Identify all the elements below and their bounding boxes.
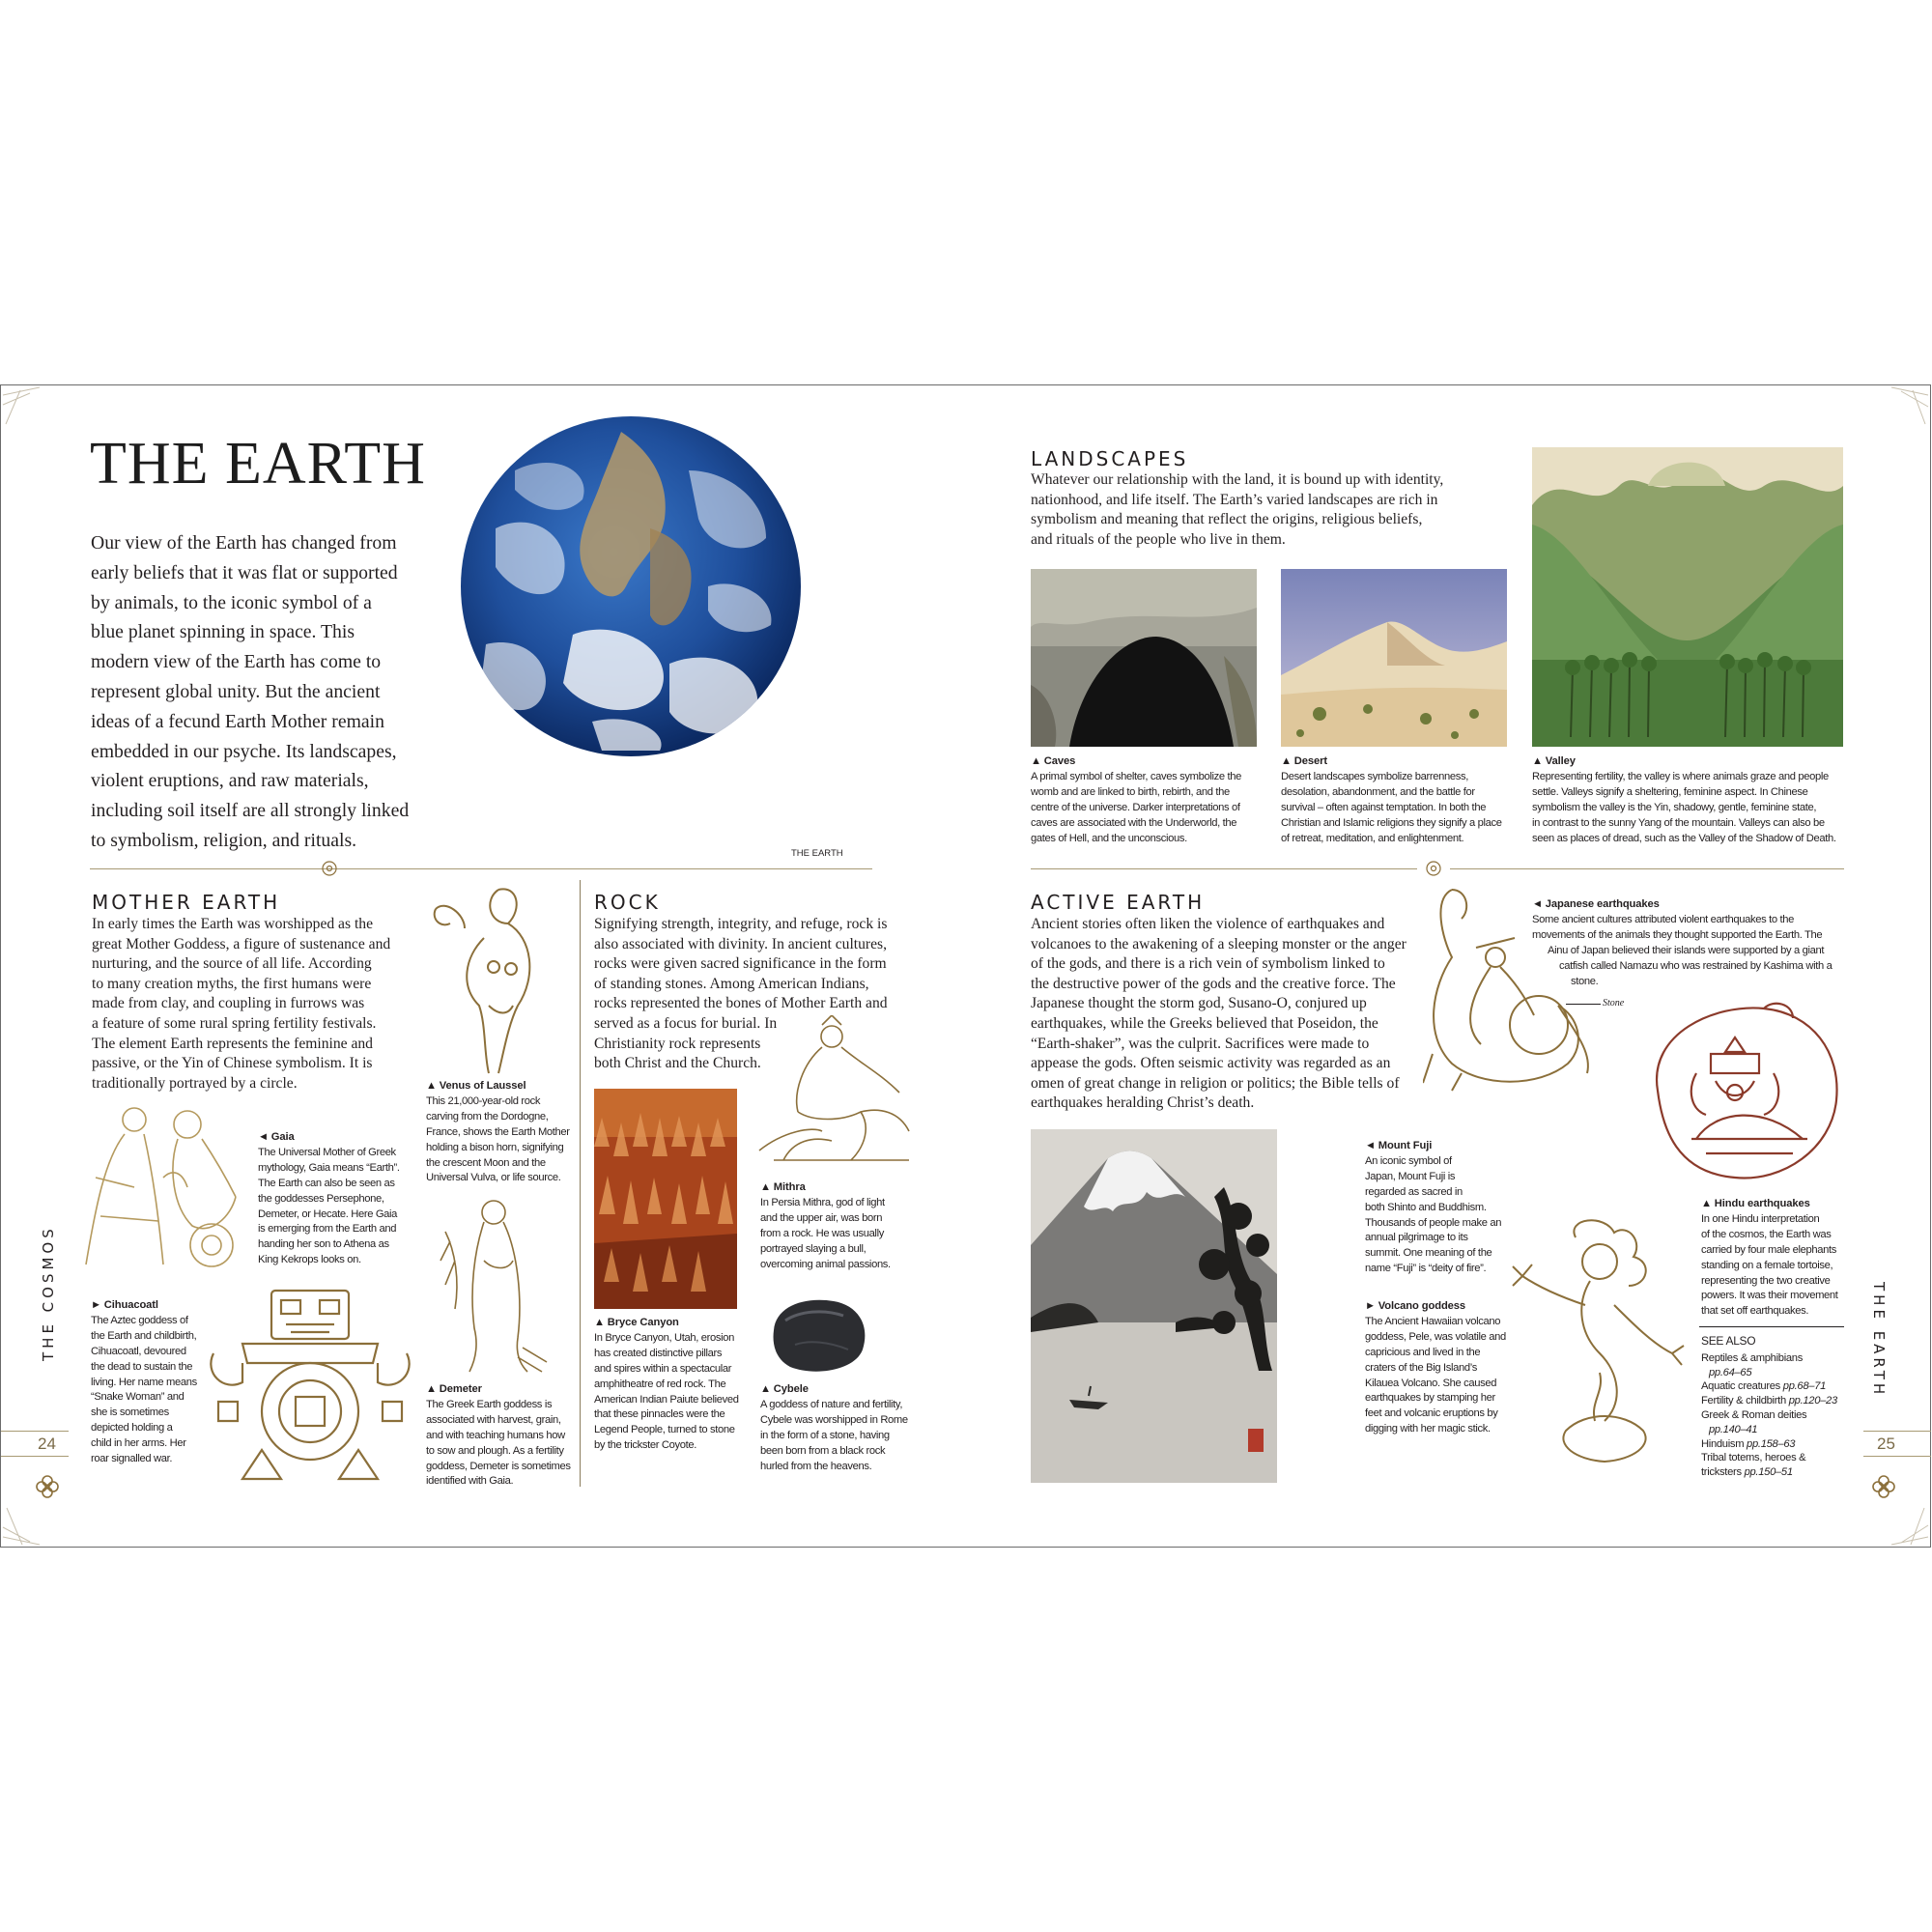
- desert-caption: [1281, 754, 1513, 846]
- caption-line: standing on a female tortoise,: [1701, 1259, 1833, 1271]
- caption-line: representing the two creative: [1701, 1274, 1831, 1287]
- earth-globe-photo: [457, 412, 805, 760]
- caption-line: regarded as sacred in: [1365, 1185, 1463, 1198]
- caption-line: catfish called Namazu who was restrained by Kashima with a: [1559, 959, 1833, 972]
- caption-arrow: ▲: [1532, 755, 1543, 767]
- caption-head: Hindu earthquakes: [1714, 1198, 1810, 1209]
- valley-painting: [1532, 447, 1843, 747]
- caption-arrow: ▲: [760, 1383, 771, 1395]
- caption-line: movements of the animals they thought supported the Earth. The: [1532, 928, 1823, 941]
- caption-arrow: ◄: [1365, 1140, 1376, 1151]
- caption-line: The Ancient Hawaiian volcano: [1365, 1315, 1501, 1327]
- caption-head: Mithra: [773, 1181, 806, 1193]
- caption-line: handing her son to Athena as: [258, 1238, 389, 1251]
- hindu-earthquakes-caption: [1701, 1197, 1846, 1320]
- tab-rule: [1, 1431, 69, 1432]
- caves-caption: [1031, 754, 1263, 846]
- caption-line: and spires within a spectacular: [594, 1362, 732, 1375]
- leader-line: [1566, 1004, 1601, 1005]
- caption-line: carried by four male elephants: [1701, 1243, 1836, 1256]
- caption-arrow: ▲: [426, 1080, 437, 1092]
- caption-head: Japanese earthquakes: [1545, 898, 1660, 910]
- gaia-drawing: [67, 1100, 250, 1274]
- text-line: the destructive power of the gods and the creative force. The: [1031, 975, 1396, 992]
- caption-line: This 21,000-year-old rock: [426, 1094, 541, 1107]
- text-line: Japanese thought the storm god, Susano-O, conjured up: [1031, 995, 1367, 1012]
- caption-line: hurled from the heavens.: [760, 1460, 872, 1472]
- demeter-drawing: [426, 1193, 552, 1377]
- text-line: of the gods, and there is a rich vein of symbolism linked to: [1031, 955, 1385, 973]
- text-line: volcanoes to the awakening of a sleeping monster or the anger: [1031, 935, 1406, 952]
- caption-line: The Aztec goddess of: [91, 1314, 188, 1326]
- text-line: of standing stones. Among American Indians,: [594, 975, 869, 992]
- caption-line: been born from a black rock: [760, 1444, 886, 1457]
- caption-line: gates of Hell, and the unconscious.: [1031, 832, 1187, 844]
- see-also-link[interactable]: Hinduism pp.158–63: [1701, 1437, 1796, 1450]
- text-line: traditionally portrayed by a circle.: [92, 1074, 298, 1092]
- see-also-box: [1701, 1334, 1846, 1480]
- text-line: earthquakes, while the Greeks believed that Poseidon, the: [1031, 1014, 1378, 1032]
- intro-line: modern view of the Earth has come to: [91, 651, 382, 673]
- caption-line: portrayed slaying a bull,: [760, 1242, 867, 1255]
- desert-photo: [1281, 569, 1507, 747]
- caption-head: Cihuacoatl: [103, 1299, 158, 1311]
- intro-line: violent eruptions, and raw materials,: [91, 770, 369, 792]
- caption-arrow: ▲: [426, 1383, 437, 1395]
- caption-line: digging with her magic stick.: [1365, 1423, 1491, 1435]
- demeter-caption: [426, 1382, 581, 1490]
- page-title: THE EARTH: [90, 431, 426, 497]
- caption-line: Legend People, turned to stone: [594, 1424, 735, 1436]
- caption-line: carving from the Dordogne,: [426, 1110, 549, 1122]
- caption-arrow: ▲: [1031, 755, 1041, 767]
- caption-line: the Earth and childbirth,: [91, 1329, 197, 1342]
- text-line: Whatever our relationship with the land, it is bound up with identity,: [1031, 471, 1444, 488]
- caption-line: overcoming animal passions.: [760, 1258, 891, 1270]
- cihuacoatl-caption: [91, 1298, 202, 1467]
- text-line: passive, or the Yin of Chinese symbolism. It is: [92, 1055, 373, 1072]
- caption-line: The Earth can also be seen as: [258, 1177, 395, 1189]
- caption-head: Volcano goddess: [1378, 1300, 1466, 1312]
- caption-arrow: ►: [91, 1299, 101, 1311]
- caption-line: In one Hindu interpretation: [1701, 1212, 1820, 1225]
- text-line: and rituals of the people who live in them.: [1031, 530, 1286, 548]
- caption-line: depicted holding a: [91, 1422, 173, 1435]
- text-line: nurturing, and the source of all life. According: [92, 955, 372, 973]
- caption-head: Valley: [1545, 755, 1576, 767]
- caption-line: of retreat, meditation, and enlightenment.: [1281, 832, 1464, 844]
- caption-head: Cybele: [773, 1383, 809, 1395]
- divider-line: [1031, 868, 1417, 869]
- page-number-left: 24: [38, 1435, 56, 1453]
- caption-line: capricious and lived in the: [1365, 1346, 1481, 1358]
- bryce-caption: [594, 1316, 749, 1454]
- caption-line: roar signalled war.: [91, 1453, 173, 1465]
- caption-line: The Greek Earth goddess is: [426, 1398, 553, 1410]
- landscapes-paragraph: [1031, 470, 1494, 550]
- text-line: great Mother Goddess, a figure of sustenance and: [92, 935, 391, 952]
- caption-line: by the trickster Coyote.: [594, 1439, 697, 1452]
- caption-line: feet and volcanic eruptions by: [1365, 1407, 1498, 1420]
- tab-rule: [1863, 1431, 1931, 1432]
- caption-line: A primal symbol of shelter, caves symbolize the: [1031, 770, 1241, 782]
- caption-line: has created distinctive pillars: [594, 1347, 723, 1359]
- text-line: symbolism and meaning that reflect the origins, religious beliefs,: [1031, 511, 1423, 528]
- caption-head: Mount Fuji: [1378, 1140, 1433, 1151]
- caption-line: to sow and plough. As a fertility: [426, 1444, 564, 1457]
- cave-photo: [1031, 569, 1257, 747]
- caption-line: holding a bison horn, signifying: [426, 1141, 564, 1153]
- cybele-stone-photo: [766, 1292, 872, 1378]
- caption-line: seen as places of dread, such as the Valley of the Shadow of Death.: [1532, 832, 1836, 844]
- caption-line: Ainu of Japan believed their islands were supported by a giant: [1548, 944, 1825, 956]
- venus-caption: [426, 1079, 571, 1186]
- text-line: “Earth-shaker”, was the culprit. Sacrifices were made to: [1031, 1035, 1370, 1052]
- text-line: rocks represented the bones of Mother Earth and: [594, 995, 888, 1012]
- mount-fuji-print: [1031, 1129, 1277, 1483]
- caption-line: Desert landscapes symbolize barrenness,: [1281, 770, 1469, 782]
- text-line: made from clay, and coupling in furrows was: [92, 995, 365, 1012]
- caption-line: is emerging from the Earth and: [258, 1223, 397, 1236]
- caption-line: womb and are linked to birth, rebirth, and the: [1031, 785, 1230, 798]
- caption-line: in the form of a stone, having: [760, 1429, 890, 1441]
- ornament-flower-icon: [321, 860, 338, 877]
- caption-line: Some ancient cultures attributed violent earthquakes to the: [1532, 913, 1795, 925]
- caption-line: goddess, Demeter is sometimes: [426, 1460, 571, 1472]
- caption-line: identified with Gaia.: [426, 1475, 514, 1488]
- mother-earth-heading: MOTHER EARTH: [92, 891, 281, 914]
- book-spread: [0, 384, 1931, 1548]
- intro-line: by animals, to the iconic symbol of a: [91, 591, 372, 613]
- see-also-link[interactable]: Aquatic creatures pp.68–71: [1701, 1380, 1827, 1393]
- caption-line: amphitheatre of red rock. The: [594, 1378, 726, 1390]
- side-tab-left: THE COSMOS: [40, 1225, 57, 1361]
- caption-line: child in her arms. Her: [91, 1437, 186, 1450]
- caption-line: the crescent Moon and the: [426, 1156, 546, 1169]
- mithra-caption: [760, 1180, 915, 1272]
- caption-arrow: ▲: [594, 1317, 605, 1328]
- landscapes-heading: LANDSCAPES: [1031, 447, 1189, 470]
- ornament-flower-icon: [1425, 860, 1442, 877]
- caption-head: Bryce Canyon: [607, 1317, 679, 1328]
- see-also-rule: [1699, 1326, 1844, 1327]
- stone-label: Stone: [1603, 998, 1625, 1009]
- caption-line: A goddess of nature and fertility,: [760, 1398, 903, 1410]
- text-line: also associated with divinity. In ancient cultures,: [594, 935, 887, 952]
- text-line: a feature of some rural spring fertility festivals.: [92, 1014, 377, 1032]
- caption-line: stone.: [1571, 975, 1599, 987]
- corner-texture-top-right: [1872, 385, 1930, 443]
- caption-line: Cybele was worshipped in Rome: [760, 1413, 908, 1426]
- caption-line: “Snake Woman” and: [91, 1391, 185, 1404]
- caption-head: Caves: [1043, 755, 1076, 767]
- text-line: appease the gods. Often seismic activity was regarded as an: [1031, 1055, 1391, 1072]
- see-also-heading: SEE ALSO: [1701, 1334, 1756, 1348]
- caption-line: Christian and Islamic religions they signify a place: [1281, 816, 1502, 829]
- see-also-link[interactable]: Fertility & childbirth pp.120–23: [1701, 1395, 1837, 1407]
- caption-line: Representing fertility, the valley is where animals graze and people: [1532, 770, 1829, 782]
- valley-caption: [1532, 754, 1851, 846]
- text-line: Signifying strength, integrity, and refuge, rock is: [594, 916, 888, 932]
- caption-arrow: ▲: [1701, 1198, 1712, 1209]
- caption-line: King Kekrops looks on.: [258, 1254, 361, 1266]
- cybele-caption: [760, 1382, 915, 1474]
- caption-line: that these pinnacles were the: [594, 1408, 725, 1421]
- text-line: In early times the Earth was worshipped as the: [92, 916, 373, 932]
- caption-line: Universal Vulva, or life source.: [426, 1172, 561, 1184]
- text-line: The element Earth represents the feminine and: [92, 1035, 373, 1052]
- caption-line: desolation, abandonment, and the battle for: [1281, 785, 1475, 798]
- caption-line: Demeter, or Hecate. Here Gaia: [258, 1208, 398, 1220]
- tab-rule: [1, 1456, 69, 1457]
- active-earth-paragraph: [1031, 915, 1436, 1114]
- divider-line: [1450, 868, 1844, 869]
- caption-line: settle. Valleys signify a sheltering, feminine aspect. In Chinese: [1532, 785, 1808, 798]
- caption-line: from a rock. He was usually: [760, 1227, 884, 1239]
- tortoise-elephants-drawing: [1638, 994, 1841, 1187]
- caption-line: earthquakes by stamping her: [1365, 1392, 1495, 1405]
- intro-line: including soil itself are all strongly linked: [91, 800, 410, 822]
- caption-line: that set off earthquakes.: [1701, 1305, 1809, 1318]
- text-line: rocks were given sacred significance in the form: [594, 955, 887, 973]
- text-line: Christianity rock represents: [594, 1035, 761, 1052]
- earth-caption: THE EARTH: [791, 848, 843, 859]
- caption-line: symbolism the valley is the Yin, shadowy, gentle, feminine state,: [1532, 801, 1817, 813]
- caption-line: Thousands of people make an: [1365, 1216, 1502, 1229]
- text-line: Ancient stories often liken the violence of earthquakes and: [1031, 916, 1385, 932]
- text-line: served as a focus for burial. In: [594, 1014, 778, 1032]
- caption-head: Desert: [1293, 755, 1327, 767]
- venus-figure-drawing: [426, 880, 552, 1083]
- see-also-link[interactable]: Greek & Roman deities: [1701, 1408, 1807, 1421]
- rock-heading: ROCK: [594, 891, 661, 914]
- caption-line: in contrast to the sunny Yang of the mountain. Valleys can also be: [1532, 816, 1825, 829]
- side-tab-right: THE EARTH: [1870, 1282, 1888, 1399]
- cihuacoatl-drawing: [204, 1286, 416, 1484]
- text-line: nationhood, and life itself. The Earth’s varied landscapes are rich in: [1031, 491, 1438, 508]
- caption-line: Cihuacoatl, devoured: [91, 1345, 186, 1357]
- caption-line: of the cosmos, the Earth was: [1701, 1228, 1832, 1240]
- caption-line: mythology, Gaia means “Earth”.: [258, 1161, 400, 1174]
- gaia-caption: [258, 1130, 412, 1268]
- intro-line: early beliefs that it was flat or supported: [91, 561, 398, 583]
- caption-line: goddess, Pele, was volatile and: [1365, 1330, 1506, 1343]
- text-line: omen of great change in religion or politics; the Bible tells of: [1031, 1074, 1400, 1092]
- see-also-link[interactable]: Tribal totems, heroes & tricksters pp.150–51: [1701, 1452, 1806, 1479]
- mount-fuji-caption: [1365, 1139, 1510, 1277]
- caption-line: survival – often against temptation. In both the: [1281, 801, 1487, 813]
- caption-line: powers. It was their movement: [1701, 1290, 1838, 1302]
- caption-line: caves are associated with the Underworld, the: [1031, 816, 1237, 829]
- caption-line: living. Her name means: [91, 1376, 197, 1388]
- caption-arrow: ◄: [258, 1131, 269, 1143]
- active-earth-heading: ACTIVE EARTH: [1031, 891, 1206, 914]
- intro-line: Our view of the Earth has changed from: [91, 532, 397, 554]
- volcano-goddess-caption: [1365, 1299, 1520, 1437]
- intro-paragraph: [91, 528, 458, 856]
- caption-line: centre of the universe. Darker interpretations of: [1031, 801, 1240, 813]
- bryce-canyon-photo: [594, 1089, 737, 1309]
- intro-line: ideas of a fecund Earth Mother remain: [91, 710, 384, 732]
- mother-earth-paragraph: [92, 915, 430, 1094]
- caption-line: the dead to sustain the: [91, 1360, 193, 1373]
- see-also-pages[interactable]: pp.64–65: [1709, 1366, 1752, 1378]
- caption-line: In Bryce Canyon, Utah, erosion: [594, 1331, 734, 1344]
- see-also-link[interactable]: Reptiles & amphibians: [1701, 1351, 1804, 1364]
- intro-line: embedded in our psyche. Its landscapes,: [91, 740, 397, 762]
- caption-line: An iconic symbol of: [1365, 1154, 1452, 1167]
- caption-line: American Indian Paiute believed: [594, 1393, 739, 1406]
- caption-line: and with teaching humans how: [426, 1429, 565, 1441]
- caption-arrow: ►: [1365, 1300, 1376, 1312]
- caption-line: both Shinto and Buddhism.: [1365, 1201, 1487, 1213]
- caption-arrow: ▲: [760, 1181, 771, 1193]
- caption-arrow: ◄: [1532, 898, 1543, 910]
- tab-rule: [1863, 1456, 1931, 1457]
- caption-line: and the upper air, was born: [760, 1211, 883, 1224]
- caption-head: Demeter: [439, 1383, 482, 1395]
- caption-line: she is sometimes: [91, 1406, 169, 1419]
- text-line: earthquakes heralding Christ’s death.: [1031, 1094, 1255, 1112]
- caption-line: associated with harvest, grain,: [426, 1413, 561, 1426]
- japanese-earthquakes-caption: [1532, 897, 1851, 989]
- intro-line: represent global unity. But the ancient: [91, 680, 381, 702]
- caption-line: summit. One meaning of the: [1365, 1247, 1492, 1260]
- caption-line: France, shows the Earth Mother: [426, 1125, 570, 1138]
- see-also-pages[interactable]: pp.140–41: [1709, 1423, 1758, 1435]
- intro-line: to symbolism, religion, and rituals.: [91, 829, 357, 851]
- caption-head: Venus of Laussel: [439, 1080, 526, 1092]
- caption-line: The Universal Mother of Greek: [258, 1146, 396, 1158]
- caption-head: Gaia: [270, 1131, 295, 1143]
- intro-line: blue planet spinning in space. This: [91, 621, 355, 643]
- ornament-flower-icon: [34, 1473, 61, 1500]
- caption-line: In Persia Mithra, god of light: [760, 1196, 885, 1208]
- page-number-right: 25: [1877, 1435, 1895, 1453]
- caption-line: Japan, Mount Fuji is: [1365, 1170, 1456, 1182]
- mithra-drawing: [754, 1015, 919, 1170]
- caption-line: the goddesses Persephone,: [258, 1192, 384, 1205]
- text-line: to many creation myths, the first humans were: [92, 975, 372, 992]
- volcano-goddess-drawing: [1508, 1218, 1691, 1474]
- corner-texture-top-left: [1, 385, 59, 443]
- caption-line: craters of the Big Island’s: [1365, 1361, 1477, 1374]
- caption-line: annual pilgrimage to its: [1365, 1232, 1468, 1244]
- divider-line: [351, 868, 872, 869]
- ornament-flower-icon: [1870, 1473, 1897, 1500]
- caption-arrow: ▲: [1281, 755, 1292, 767]
- caption-line: name “Fuji” is “deity of fire”.: [1365, 1263, 1487, 1275]
- caption-line: Kilauea Volcano. She caused: [1365, 1377, 1497, 1389]
- text-line: both Christ and the Church.: [594, 1055, 761, 1072]
